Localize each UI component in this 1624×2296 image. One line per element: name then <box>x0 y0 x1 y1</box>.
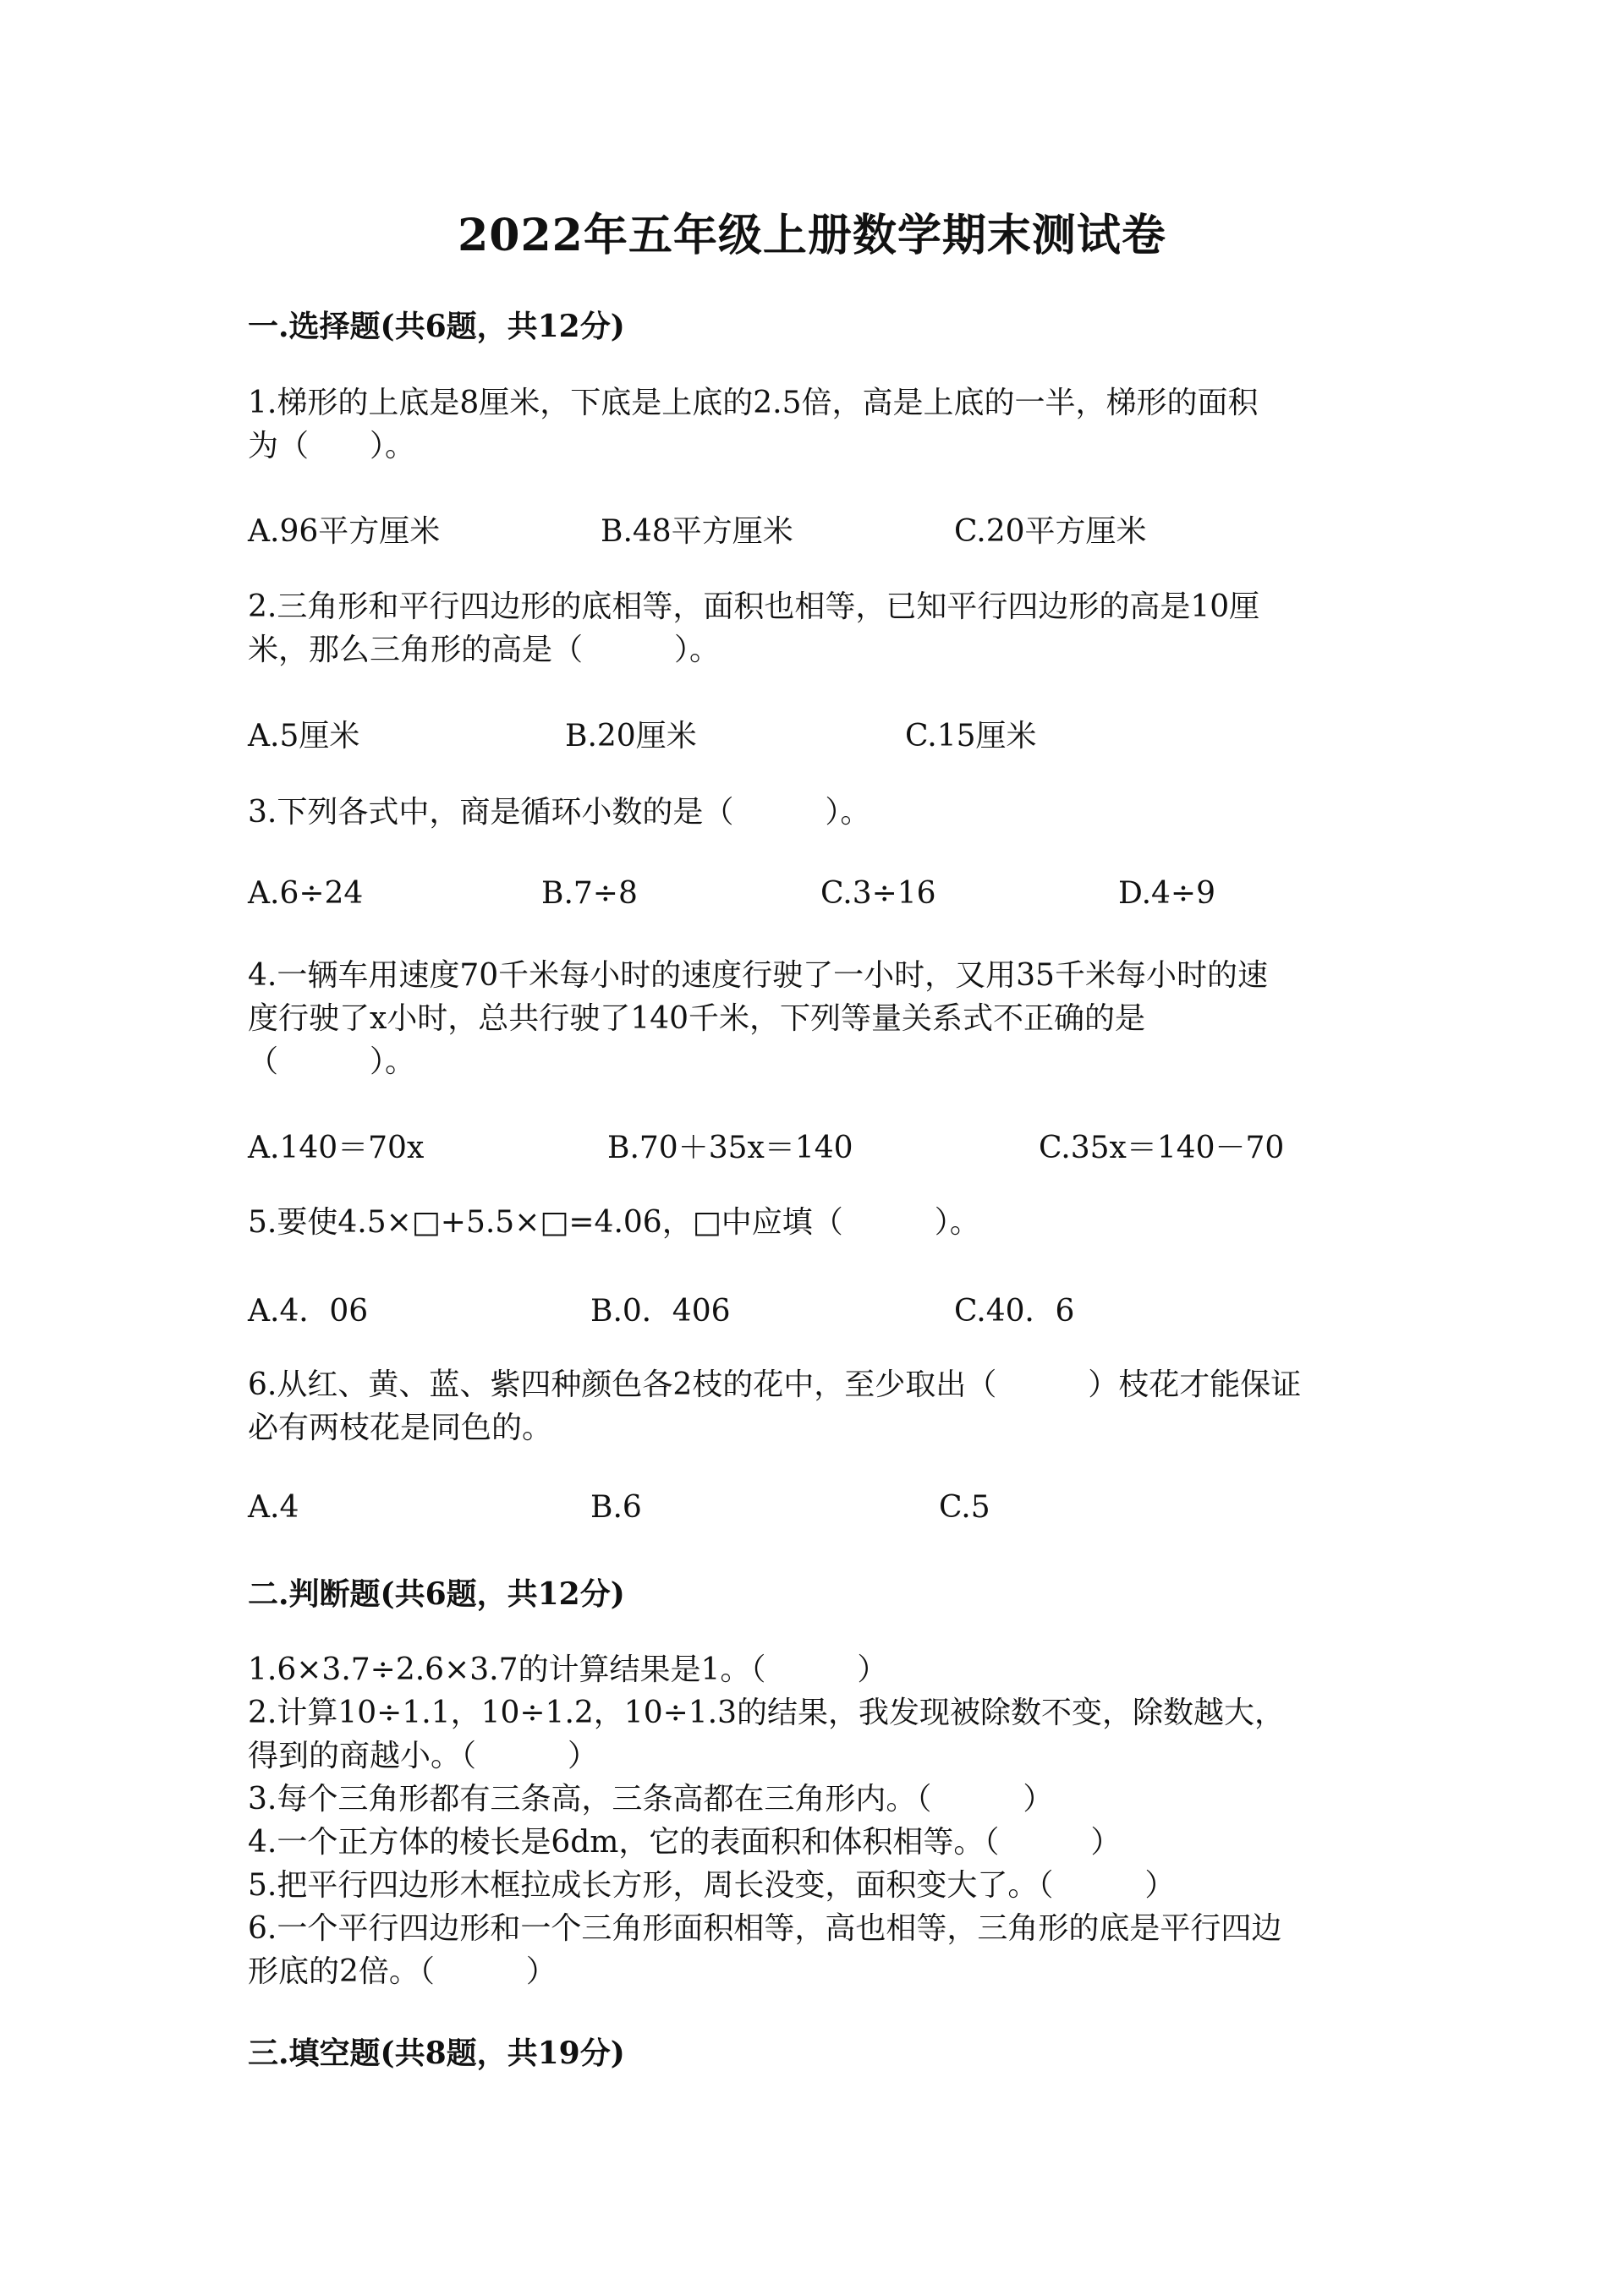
option-a: A.4．06 <box>248 1294 369 1329</box>
choice-question-1 <box>248 381 1381 468</box>
true-false-item-5 <box>248 1864 1381 1907</box>
choice-question-3 <box>248 791 1381 834</box>
section-heading-true-false: 二.判断题(共6题，共12分) <box>248 1576 625 1612</box>
option-a: A.140＝70x <box>248 1131 425 1165</box>
option-a: A.6÷24 <box>248 876 364 911</box>
option-a: A.96平方厘米 <box>248 514 441 549</box>
option-b: B.0．406 <box>590 1294 731 1329</box>
true-false-item-4 <box>248 1821 1381 1864</box>
option-b: B.6 <box>590 1490 642 1525</box>
item-line: 1.6×3.7÷2.6×3.7的计算结果是1。（ ） <box>248 1652 888 1687</box>
true-false-item-1 <box>248 1648 1381 1691</box>
section-heading-choice: 一.选择题(共6题，共12分) <box>248 309 625 344</box>
item-line: 形底的2倍。（ ） <box>248 1954 557 1989</box>
option-a: A.5厘米 <box>248 719 360 753</box>
item-line: 得到的商越小。（ ） <box>248 1739 599 1773</box>
option-c: C.20平方厘米 <box>954 514 1147 549</box>
option-d: D.4÷9 <box>1118 876 1215 911</box>
true-false-item-6 <box>248 1907 1381 1993</box>
question-line: 必有两枝花是同色的。 <box>248 1411 553 1445</box>
page-title: 2022年五年级上册数学期末测试卷 <box>458 210 1166 261</box>
choice-question-2 <box>248 585 1381 671</box>
question-line: 3.下列各式中，商是循环小数的是（ ）。 <box>248 795 871 830</box>
section-heading-fill-blank: 三.填空题(共8题，共19分) <box>248 2036 625 2071</box>
question-line: 2.三角形和平行四边形的底相等，面积也相等，已知平行四边形的高是10厘 <box>248 589 1260 624</box>
option-c: C.3÷16 <box>820 876 936 911</box>
true-false-item-2 <box>248 1691 1381 1778</box>
item-line: 2.计算10÷1.1，10÷1.2，10÷1.3的结果，我发现被除数不变，除数越大， <box>248 1696 1286 1730</box>
option-a: A.4 <box>248 1490 299 1525</box>
option-c: C.15厘米 <box>905 719 1037 753</box>
item-line: 4.一个正方体的棱长是6dm，它的表面积和体积相等。（ ） <box>248 1825 1122 1860</box>
item-line: 3.每个三角形都有三条高，三条高都在三角形内。（ ） <box>248 1782 1054 1817</box>
question-line: 米，那么三角形的高是（ ）。 <box>248 633 721 667</box>
question-line: 4.一辆车用速度70千米每小时的速度行驶了一小时，又用35千米每小时的速 <box>248 958 1268 993</box>
item-line: 6.一个平行四边形和一个三角形面积相等，高也相等，三角形的底是平行四边 <box>248 1911 1282 1946</box>
question-line: （ ）。 <box>248 1044 416 1079</box>
option-b: B.70＋35x＝140 <box>607 1131 853 1165</box>
option-c: C.5 <box>939 1490 990 1525</box>
item-line: 5.把平行四边形木框拉成长方形，周长没变，面积变大了。（ ） <box>248 1868 1176 1903</box>
choice-question-4 <box>248 954 1381 1083</box>
option-b: B.7÷8 <box>541 876 638 911</box>
option-c: C.40．6 <box>954 1294 1075 1329</box>
question-line: 5.要使4.5×□+5.5×□=4.06，□中应填（ ）。 <box>248 1205 980 1240</box>
option-b: B.20厘米 <box>565 719 697 753</box>
question-line: 度行驶了x小时，总共行驶了140千米，下列等量关系式不正确的是 <box>248 1001 1146 1036</box>
question-line: 1.梯形的上底是8厘米，下底是上底的2.5倍，高是上底的一半，梯形的面积 <box>248 386 1259 420</box>
question-line: 为（ ）。 <box>248 429 416 463</box>
option-b: B.48平方厘米 <box>601 514 793 549</box>
choice-question-6 <box>248 1363 1381 1449</box>
choice-question-5 <box>248 1201 1381 1244</box>
question-line: 6.从红、黄、蓝、紫四种颜色各2枝的花中，至少取出（ ）枝花才能保证 <box>248 1367 1302 1402</box>
option-c: C.35x＝140－70 <box>1039 1131 1285 1165</box>
true-false-item-3 <box>248 1778 1381 1821</box>
